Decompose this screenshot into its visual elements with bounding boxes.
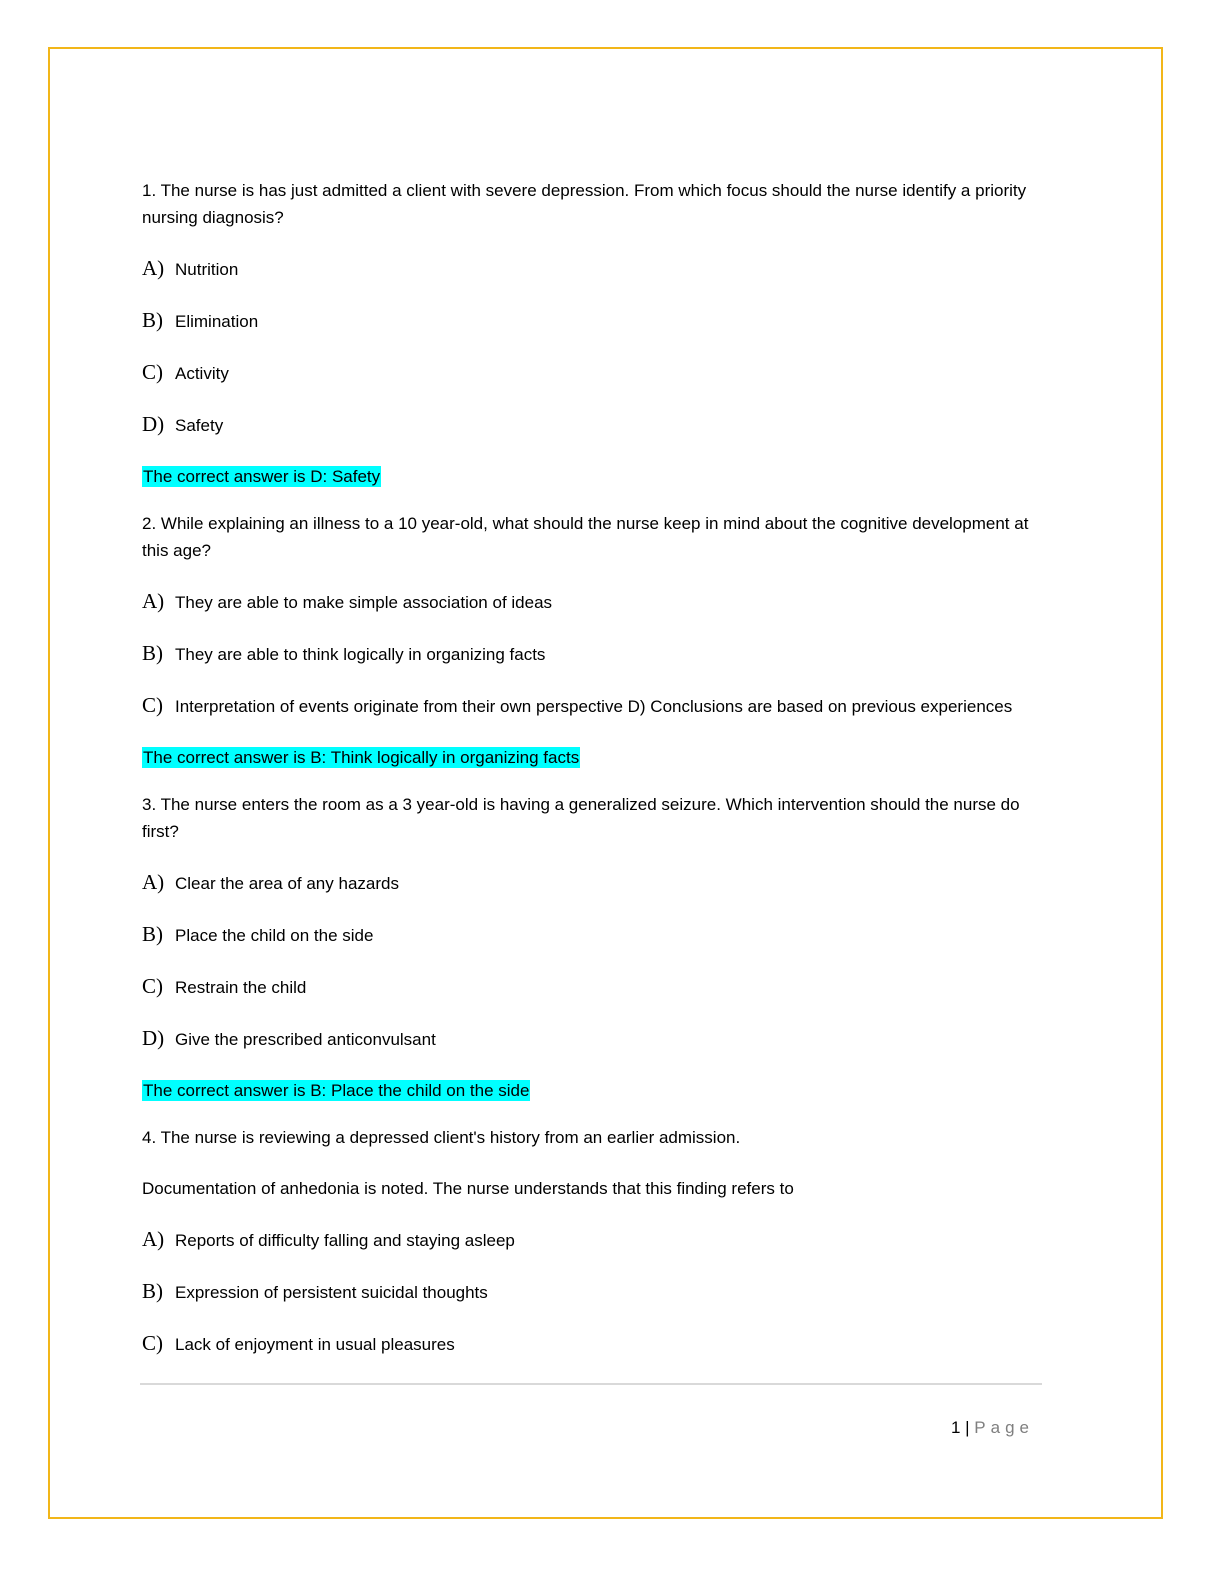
question-4-option-a: [142, 1226, 1042, 1254]
page-label: Page: [974, 1418, 1034, 1437]
option-letter: D): [142, 1026, 165, 1050]
option-letter: A): [142, 870, 165, 894]
question-2-option-a: [142, 588, 1042, 616]
option-letter: B): [142, 641, 163, 665]
option-text: Interpretation of events originate from their own perspective D) Conclusions are based on previous experiences: [175, 697, 1013, 716]
question-4-stem: 4. The nurse is reviewing a depressed client's history from an earlier admission.: [142, 1128, 741, 1147]
question-2-option-c: [142, 692, 1042, 720]
option-text: Lack of enjoyment in usual pleasures: [175, 1335, 455, 1354]
question-3-option-a: [142, 869, 1042, 897]
question-1-option-a: [142, 255, 1042, 283]
option-text: Give the prescribed anticonvulsant: [175, 1030, 436, 1049]
option-text: Restrain the child: [175, 978, 307, 997]
option-text: Reports of difficulty falling and staying asleep: [175, 1231, 515, 1250]
question-3-answer: [142, 1077, 1042, 1104]
option-text: Activity: [175, 364, 229, 383]
option-letter: A): [142, 256, 165, 280]
question-2-option-b: [142, 640, 1042, 668]
question-2-answer: [142, 744, 1042, 771]
question-1-stem: 1. The nurse is has just admitted a client with severe depression. From which focus should the nurse identify a priority nursing diagnosis?: [142, 181, 1027, 227]
question-1-option-b: [142, 307, 1042, 335]
footer-divider: [140, 1383, 1042, 1385]
option-text: Safety: [175, 416, 224, 435]
answer-highlight: The correct answer is B: Place the child on the side: [143, 1081, 530, 1100]
document-body: [142, 177, 1042, 1382]
option-letter: B): [142, 1279, 163, 1303]
option-text: Place the child on the side: [175, 926, 374, 945]
question-3-stem: 3. The nurse enters the room as a 3 year-old is having a generalized seizure. Which intervention should the nurse do first?: [142, 795, 1020, 841]
answer-highlight: The correct answer is D: Safety: [143, 467, 381, 486]
option-letter: C): [142, 1331, 163, 1355]
option-letter: C): [142, 693, 163, 717]
question-2-stem: 2. While explaining an illness to a 10 year-old, what should the nurse keep in mind about the cognitive development at this age?: [142, 514, 1029, 560]
option-letter: B): [142, 308, 163, 332]
option-text: Elimination: [175, 312, 259, 331]
question-4-option-c: [142, 1330, 1042, 1358]
question-1-answer: [142, 463, 1042, 490]
question-3-option-c: [142, 973, 1042, 1001]
question-3-option-d: [142, 1025, 1042, 1053]
question-4-option-b: [142, 1278, 1042, 1306]
question-3-option-b: [142, 921, 1042, 949]
option-letter: C): [142, 974, 163, 998]
question-4-stem-continued: Documentation of anhedonia is noted. The nurse understands that this finding refers to: [142, 1179, 794, 1198]
page-number: 1: [950, 1418, 961, 1437]
option-text: Nutrition: [175, 260, 239, 279]
option-text: Expression of persistent suicidal thoughts: [175, 1283, 488, 1302]
option-text: They are able to make simple association of ideas: [175, 593, 553, 612]
question-1-option-d: [142, 411, 1042, 439]
option-text: They are able to think logically in organizing facts: [175, 645, 546, 664]
page-footer: [951, 1418, 1034, 1438]
option-letter: C): [142, 360, 163, 384]
option-letter: A): [142, 589, 165, 613]
answer-highlight: The correct answer is B: Think logically in organizing facts: [143, 748, 580, 767]
question-1-option-c: [142, 359, 1042, 387]
footer-separator: |: [965, 1418, 970, 1437]
option-letter: D): [142, 412, 165, 436]
option-letter: B): [142, 922, 163, 946]
option-letter: A): [142, 1227, 165, 1251]
option-text: Clear the area of any hazards: [175, 874, 399, 893]
